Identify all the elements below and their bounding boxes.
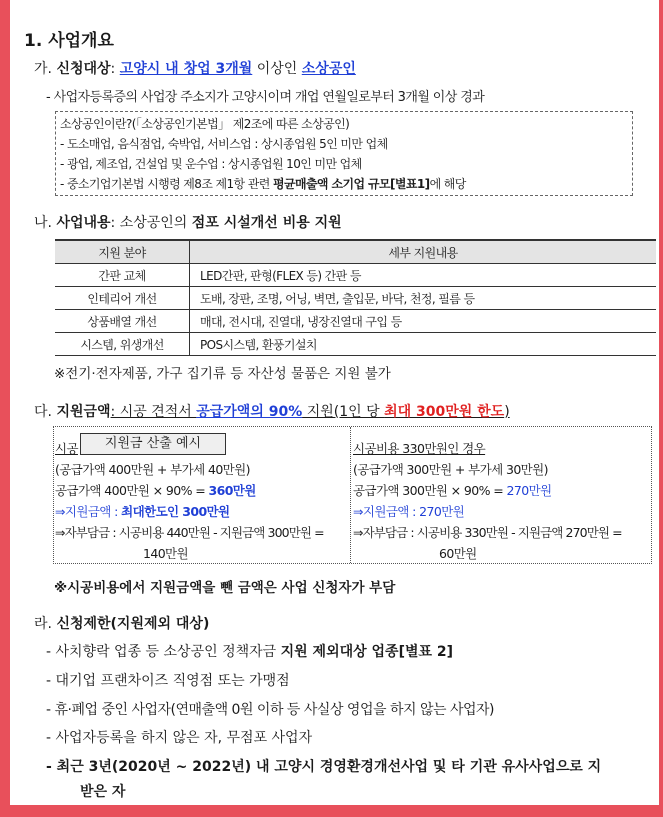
example-text: (공급가액 400만원 + 부가세 40만원): [55, 462, 250, 477]
definition-box: [55, 111, 633, 196]
table-cell: LED간판, 판형(FLEX 등) 간판 등: [190, 264, 657, 287]
text: ): [504, 404, 510, 420]
table-cell: 매대, 전시대, 진열대, 냉장진열대 구입 등: [190, 310, 657, 333]
table-cell: 간판 교체: [55, 264, 190, 287]
calc-example-label: 지원금 산출 예시: [80, 433, 226, 455]
example-text: [353, 502, 464, 520]
text: ⇒지원금액 :: [55, 504, 122, 519]
content-pre: : 소상공인의: [110, 215, 192, 231]
text: 지원(1인 당: [302, 404, 385, 420]
text: 에 해당: [429, 177, 466, 191]
table-cell: POS시스템, 환풍기설치: [190, 333, 657, 356]
restriction-item: - 휴·폐업 중인 사업자(연매출액 0원 이하 등 사실상 영업을 하지 않는 사업자): [46, 702, 494, 718]
example-text: [55, 481, 256, 499]
text: - 사치향락 업종 등 소상공인 정책자금: [46, 644, 281, 660]
target-key: 신청대상: [56, 61, 111, 77]
table-header: 지원 분야: [55, 240, 190, 264]
table-header: 세부 지원내용: [190, 240, 657, 264]
definition-line: - 도소매업, 음식점업, 숙박업, 서비스업 : 상시종업원 5인 미만 업체: [60, 137, 388, 151]
support-table: [55, 239, 656, 356]
value: 360만원: [208, 483, 256, 498]
amount-detail: [111, 404, 510, 420]
example-text: 60만원: [439, 546, 477, 561]
table-cell: 시스템, 위생개선: [55, 333, 190, 356]
restriction-item: - 사업자등록을 하지 않은 자, 무점포 사업자: [46, 730, 313, 746]
section-label: 라.: [34, 616, 52, 632]
value: 최대한도인 300만원: [121, 504, 230, 519]
example-box: [53, 426, 652, 564]
sep: :: [110, 61, 120, 77]
target-line: [34, 58, 356, 78]
restriction-item: [46, 641, 453, 661]
restriction-title: 신청제한(지원제외 대상): [56, 616, 210, 632]
text: ⇒지원금액 :: [353, 504, 420, 519]
text: 공급가액 300만원 × 90% =: [353, 483, 507, 498]
burden-note: ※시공비용에서 지원금액을 뺀 금액은 사업 신청자가 부담: [54, 580, 396, 596]
table-row: [55, 264, 656, 287]
text: : 시공 견적서: [110, 404, 197, 420]
example-text: ⇒자부담금 : 시공비용 330만원 - 지원금액 270만원 =: [353, 525, 622, 540]
value: 270만원: [506, 483, 552, 498]
definition-line: 소상공인이란?(「소상공인기본법」 제2조에 따른 소상공인): [60, 117, 350, 131]
target-who: 소상공인: [301, 61, 356, 77]
restriction-item: - 최근 3년(2020년 ~ 2022년) 내 고양시 경영환경개선사업 및 타 기관 유사사업으로 지: [46, 759, 602, 775]
text-bold: 평균매출액 소기업 규모[별표1]: [272, 177, 430, 191]
example-text: 시공비용 330만원인 경우: [353, 441, 486, 456]
section-label: 나.: [34, 215, 52, 231]
target-mid: 이상인: [252, 61, 302, 77]
table-cell: 인테리어 개선: [55, 287, 190, 310]
restriction-line: [34, 613, 209, 633]
amount-key: 지원금액: [56, 404, 111, 420]
content-key: 사업내용: [56, 215, 111, 231]
section-label: 가.: [34, 61, 52, 77]
amount-max: 최대 300만원 한도: [384, 404, 505, 420]
restriction-item: 받은 자: [80, 784, 126, 800]
table-cell: 상품배열 개선: [55, 310, 190, 333]
definition-line: [60, 175, 466, 192]
value: 270만원: [419, 504, 465, 519]
example-text: 시공: [55, 441, 78, 456]
target-location: 고양시 내 창업 3개월: [119, 61, 253, 77]
table-row: [55, 310, 656, 333]
example-text: [353, 481, 552, 499]
text-bold: 지원 제외대상 업종[별표 2]: [280, 644, 454, 660]
amount-line: [34, 401, 510, 421]
text: - 중소기업기본법 시행령 제8조 제1항 관련: [60, 177, 273, 191]
definition-line: - 광업, 제조업, 건설업 및 운수업 : 상시종업원 10인 미만 업체: [60, 157, 362, 171]
example-text: [55, 502, 230, 520]
page-title: 1. 사업개요: [24, 31, 114, 51]
amount-rate: 공급가액의 90%: [196, 404, 303, 420]
example-text: ⇒자부담금 : 시공비용 440만원 - 지원금액 300만원 =: [55, 525, 324, 540]
content-line: [34, 212, 342, 232]
example-text: (공급가액 300만원 + 부가세 30만원): [353, 462, 548, 477]
table-header-row: [55, 240, 656, 264]
example-text: 140만원: [143, 546, 189, 561]
table-cell: 도배, 장판, 조명, 어닝, 벽면, 출입문, 바닥, 천정, 필름 등: [190, 287, 657, 310]
example-divider: [350, 427, 351, 563]
content-bold: 점포 시설개선 비용 지원: [191, 215, 342, 231]
restriction-item: - 대기업 프랜차이즈 직영점 또는 가맹점: [46, 673, 290, 689]
text: 공급가액 400만원 × 90% =: [55, 483, 209, 498]
table-row: [55, 333, 656, 356]
section-label: 다.: [34, 404, 52, 420]
support-note: ※전기·전자제품, 가구 집기류 등 자산성 물품은 지원 불가: [54, 366, 391, 382]
table-row: [55, 287, 656, 310]
target-detail: - 사업자등록증의 사업장 주소지가 고양시이며 개업 연월일로부터 3개월 이상 경과: [46, 90, 485, 105]
